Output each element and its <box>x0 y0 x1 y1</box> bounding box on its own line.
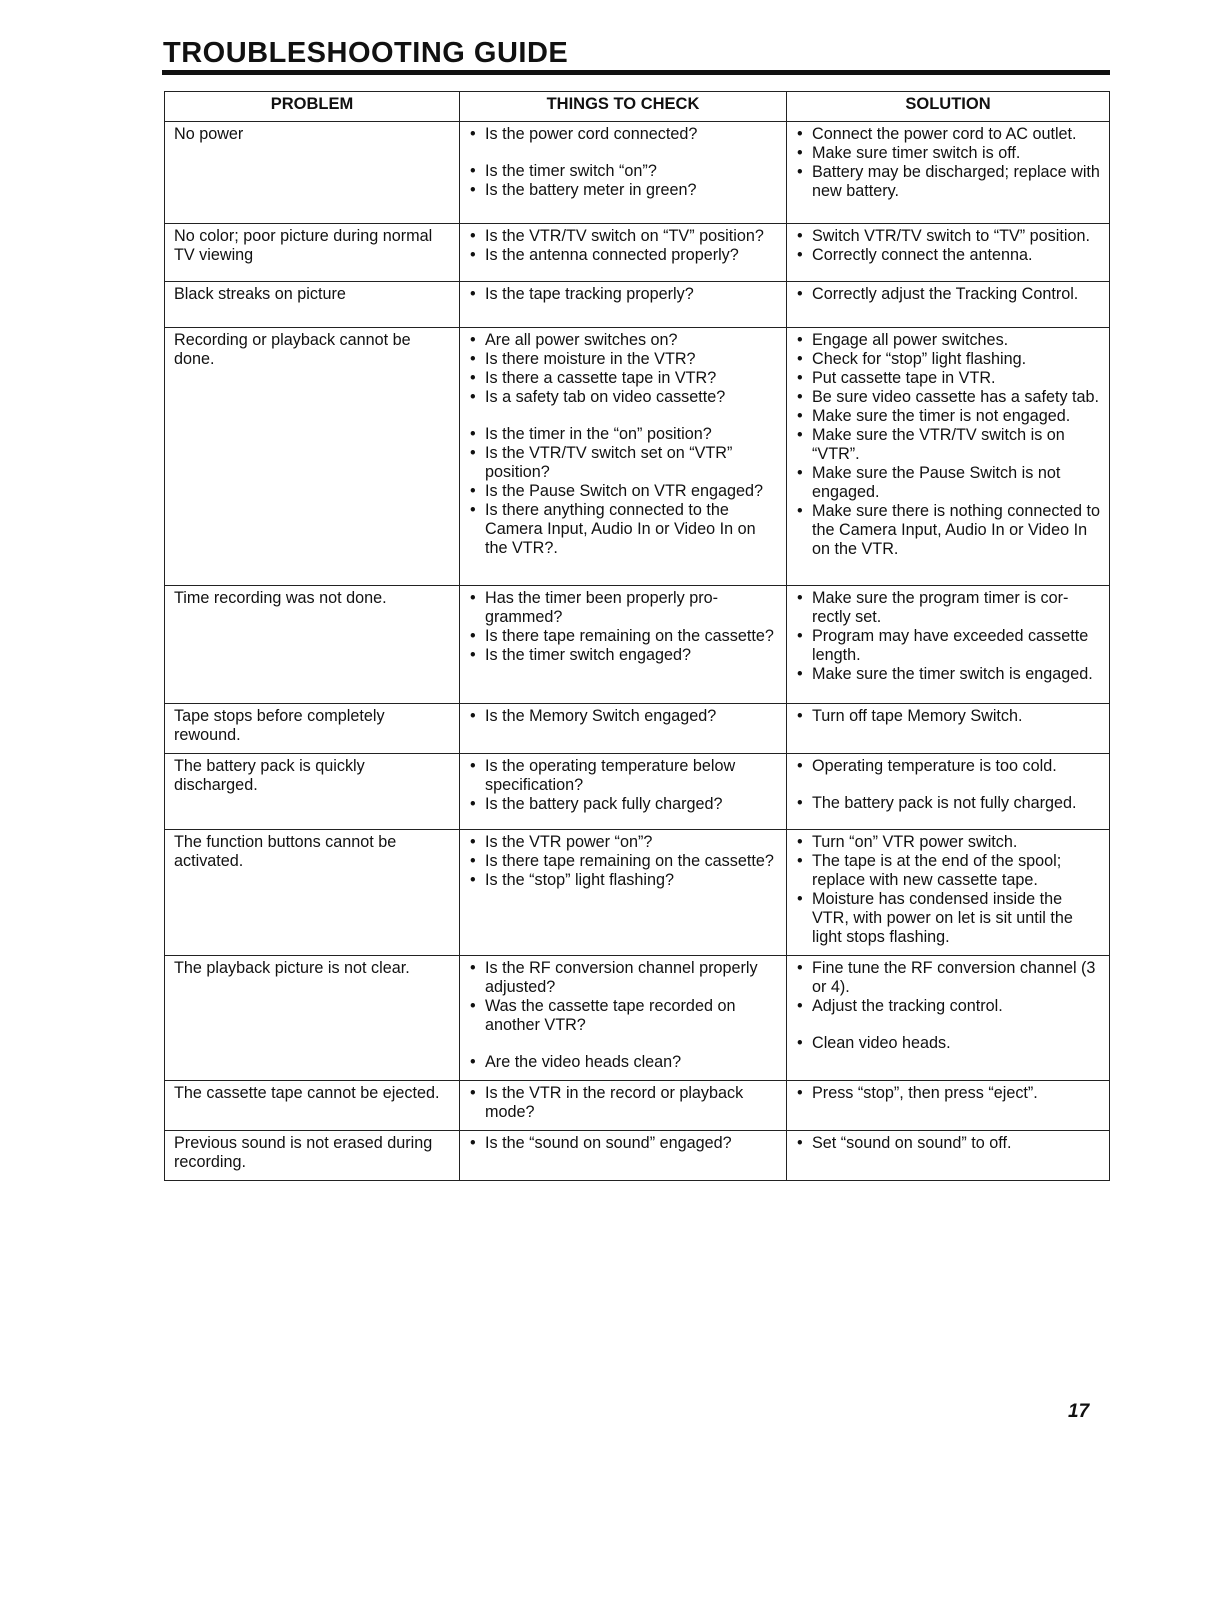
check-item-list <box>469 227 778 265</box>
solution-item: • Moisture has condensed inside the VTR, with power on let is sit until the light stops flashing. <box>796 890 1101 947</box>
solution-item: • Check for “stop” light flashing. <box>796 350 1101 369</box>
table-row <box>165 224 1110 282</box>
check-item: • Is the VTR in the record or playback mode? <box>469 1084 778 1122</box>
title-rule <box>162 70 1110 75</box>
check-item-list <box>469 1134 778 1153</box>
table-row <box>165 1081 1110 1131</box>
page-title: TROUBLESHOOTING GUIDE <box>163 37 569 69</box>
check-item-list <box>469 833 778 890</box>
solution-item-list <box>796 707 1101 726</box>
check-cell <box>460 586 787 704</box>
table-row <box>165 956 1110 1081</box>
solution-item: • The tape is at the end of the spool; replace with new cassette tape. <box>796 852 1101 890</box>
check-cell <box>460 704 787 754</box>
problem-cell: Previous sound is not erased during recording. <box>165 1131 460 1181</box>
solution-item-list <box>796 833 1101 947</box>
solution-item: • Make sure the program timer is correctly set. <box>796 589 1101 627</box>
problem-cell: The function buttons cannot be activated. <box>165 830 460 956</box>
solution-item: • Make sure there is nothing connected to the Camera Input, Audio In or Video In on the VTR. <box>796 502 1101 559</box>
problem-cell: Black streaks on picture <box>165 282 460 328</box>
solution-item: • Correctly connect the antenna. <box>796 246 1101 265</box>
solution-cell <box>787 224 1110 282</box>
solution-item-list <box>796 1134 1101 1153</box>
solution-item: • Make sure timer switch is off. <box>796 144 1101 163</box>
solution-item-list <box>796 757 1101 813</box>
check-item: • Is the tape tracking properly? <box>469 285 778 304</box>
solution-item: • Turn off tape Memory Switch. <box>796 707 1101 726</box>
solution-item: • Operating temperature is too cold. <box>796 757 1101 776</box>
header-solution: SOLUTION <box>787 92 1110 122</box>
check-item: • Is the battery meter in green? <box>469 181 778 200</box>
check-cell <box>460 830 787 956</box>
check-item: • Is the battery pack fully charged? <box>469 795 778 814</box>
check-item: • Is there anything connected to the Camera Input, Audio In or Video In on the VTR?. <box>469 501 778 558</box>
check-item: • Is the power cord connected? <box>469 125 778 144</box>
page-number: 17 <box>1068 1401 1090 1422</box>
check-item-list <box>469 1084 778 1122</box>
check-item: • Is there tape remaining on the cassette? <box>469 852 778 871</box>
solution-item: • Battery may be discharged; replace with new battery. <box>796 163 1101 201</box>
solution-item: • Clean video heads. <box>796 1034 1101 1053</box>
check-cell <box>460 1081 787 1131</box>
solution-cell <box>787 1131 1110 1181</box>
solution-item: • Engage all power switches. <box>796 331 1101 350</box>
solution-item: • Switch VTR/TV switch to “TV” position. <box>796 227 1101 246</box>
header-row <box>165 92 1110 122</box>
check-item: • Was the cassette tape recorded on another VTR? <box>469 997 778 1035</box>
check-cell <box>460 956 787 1081</box>
problem-cell: Recording or playback cannot be done. <box>165 328 460 586</box>
check-item-list <box>469 285 778 304</box>
solution-item-list <box>796 331 1101 559</box>
problem-cell: The cassette tape cannot be ejected. <box>165 1081 460 1131</box>
header-problem: PROBLEM <box>165 92 460 122</box>
table-row <box>165 282 1110 328</box>
solution-item-list <box>796 1084 1101 1103</box>
check-item: • Is a safety tab on video cassette? <box>469 388 778 407</box>
check-cell <box>460 754 787 830</box>
check-item: • Are the video heads clean? <box>469 1053 778 1072</box>
check-item: • Has the timer been properly programmed? <box>469 589 778 627</box>
solution-item: • Adjust the tracking control. <box>796 997 1101 1016</box>
table-row <box>165 586 1110 704</box>
check-item: • Are all power switches on? <box>469 331 778 350</box>
check-item: • Is the VTR power “on”? <box>469 833 778 852</box>
check-item: • Is there tape remaining on the cassette? <box>469 627 778 646</box>
table-row <box>165 754 1110 830</box>
problem-cell: No color; poor picture during normal TV viewing <box>165 224 460 282</box>
problem-cell: Tape stops before completely rewound. <box>165 704 460 754</box>
solution-item: • Make sure the timer switch is engaged. <box>796 665 1101 684</box>
table-row <box>165 1131 1110 1181</box>
solution-item: • Connect the power cord to AC outlet. <box>796 125 1101 144</box>
solution-cell <box>787 122 1110 224</box>
solution-item-list <box>796 589 1101 684</box>
check-item: • Is the VTR/TV switch on “TV” position? <box>469 227 778 246</box>
solution-cell <box>787 328 1110 586</box>
check-item: • Is there a cassette tape in VTR? <box>469 369 778 388</box>
problem-cell: The battery pack is quickly discharged. <box>165 754 460 830</box>
check-item: • Is the timer in the “on” position? <box>469 425 778 444</box>
check-cell <box>460 224 787 282</box>
solution-item: • Press “stop”, then press “eject”. <box>796 1084 1101 1103</box>
problem-cell: Time recording was not done. <box>165 586 460 704</box>
solution-cell <box>787 586 1110 704</box>
check-cell <box>460 122 787 224</box>
check-item-list <box>469 959 778 1072</box>
check-item: • Is there moisture in the VTR? <box>469 350 778 369</box>
check-item-list <box>469 707 778 726</box>
problem-cell: The playback picture is not clear. <box>165 956 460 1081</box>
solution-item: • Make sure the VTR/TV switch is on “VTR”. <box>796 426 1101 464</box>
check-item: • Is the operating temperature below specification? <box>469 757 778 795</box>
solution-item: • Put cassette tape in VTR. <box>796 369 1101 388</box>
table-row <box>165 830 1110 956</box>
check-item: • Is the Memory Switch engaged? <box>469 707 778 726</box>
solution-item: • Set “sound on sound” to off. <box>796 1134 1101 1153</box>
solution-item: • The battery pack is not fully charged. <box>796 794 1101 813</box>
check-item: • Is the Pause Switch on VTR engaged? <box>469 482 778 501</box>
solution-item: • Make sure the timer is not engaged. <box>796 407 1101 426</box>
header-things-to-check: THINGS TO CHECK <box>460 92 787 122</box>
table-row <box>165 122 1110 224</box>
check-cell <box>460 1131 787 1181</box>
check-item: • Is the “sound on sound” engaged? <box>469 1134 778 1153</box>
solution-cell <box>787 956 1110 1081</box>
check-item-list <box>469 757 778 814</box>
solution-item: • Program may have exceeded cassette length. <box>796 627 1101 665</box>
solution-cell <box>787 1081 1110 1131</box>
check-cell <box>460 282 787 328</box>
check-item: • Is the RF conversion channel properly adjusted? <box>469 959 778 997</box>
check-item: • Is the timer switch engaged? <box>469 646 778 665</box>
table-row <box>165 704 1110 754</box>
solution-item: • Correctly adjust the Tracking Control. <box>796 285 1101 304</box>
solution-item-list <box>796 227 1101 265</box>
solution-item-list <box>796 959 1101 1053</box>
check-item: • Is the antenna connected properly? <box>469 246 778 265</box>
solution-item-list <box>796 125 1101 201</box>
solution-item: • Be sure video cassette has a safety tab. <box>796 388 1101 407</box>
solution-item: • Make sure the Pause Switch is not engaged. <box>796 464 1101 502</box>
solution-item: • Fine tune the RF conversion channel (3 or 4). <box>796 959 1101 997</box>
check-item: • Is the “stop” light flashing? <box>469 871 778 890</box>
solution-cell <box>787 830 1110 956</box>
problem-cell: No power <box>165 122 460 224</box>
check-item: • Is the VTR/TV switch set on “VTR” position? <box>469 444 778 482</box>
solution-cell <box>787 754 1110 830</box>
table-row <box>165 328 1110 586</box>
check-item-list <box>469 125 778 200</box>
check-item: • Is the timer switch “on”? <box>469 162 778 181</box>
check-cell <box>460 328 787 586</box>
troubleshooting-table <box>164 91 1110 1181</box>
solution-cell <box>787 282 1110 328</box>
solution-item-list <box>796 285 1101 304</box>
check-item-list <box>469 331 778 558</box>
check-item-list <box>469 589 778 665</box>
solution-cell <box>787 704 1110 754</box>
solution-item: • Turn “on” VTR power switch. <box>796 833 1101 852</box>
